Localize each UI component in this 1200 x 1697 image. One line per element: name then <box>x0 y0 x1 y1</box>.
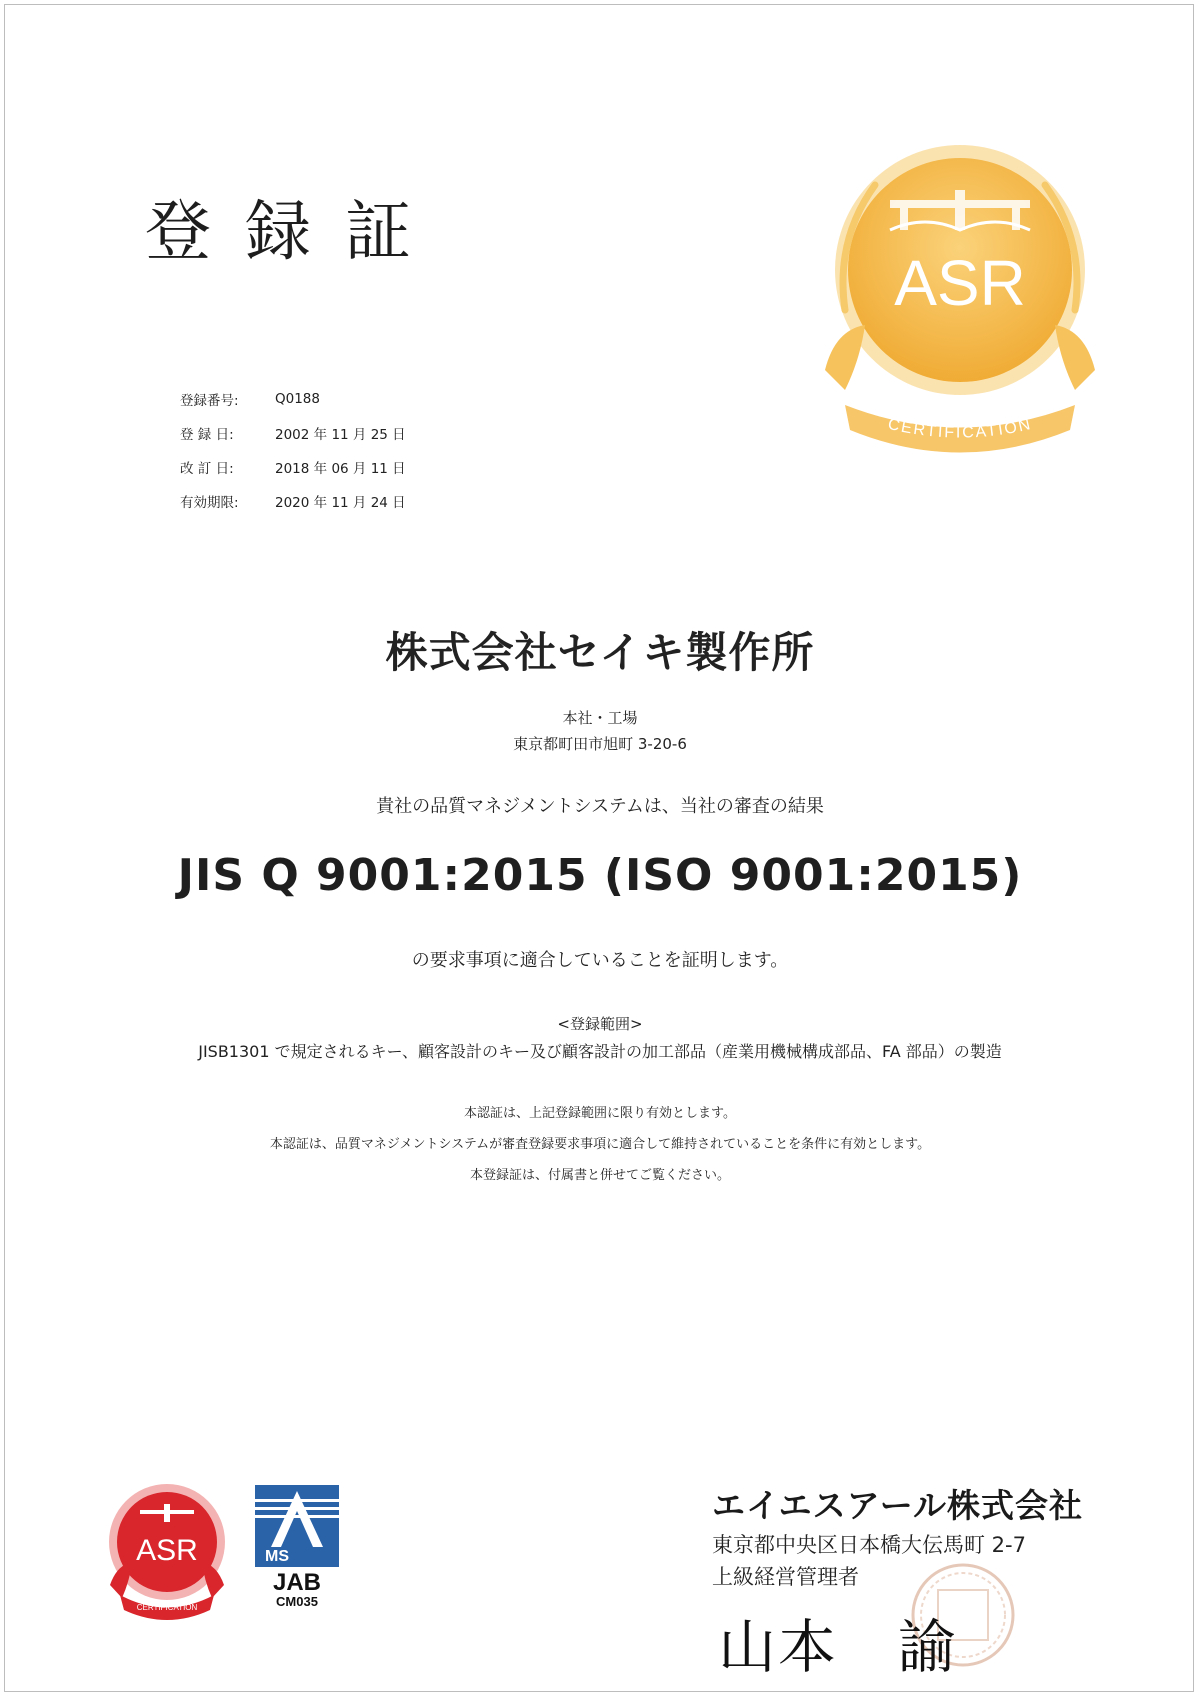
note-3: 本登録証は、付属書と併せてご覧ください。 <box>469 1168 730 1183</box>
jab-name: JAB <box>272 1569 321 1596</box>
issuer-block <box>712 1480 1083 1591</box>
certificate-title: 登録証 <box>145 193 445 270</box>
address-label: 本社・工場 <box>562 709 638 727</box>
note-2: 本認証は、品質マネジメントシステムが審査登録要求事項に適合して維持されていることを条件に有効とします。 <box>269 1137 931 1152</box>
meta-label: 登 録 日: <box>180 427 234 443</box>
issuer-name: エイエスアール株式会社 <box>712 1486 1084 1525</box>
note-1: 本認証は、上記登録範囲に限り有効とします。 <box>464 1106 736 1121</box>
meta-label: 改 訂 日: <box>180 461 234 477</box>
issuer-role: 上級経営管理者 <box>712 1565 859 1589</box>
company-name: 株式会社セイキ製作所 <box>385 628 815 677</box>
certification-statement: の要求事項に適合していることを証明します。 <box>411 950 789 971</box>
issuer-address: 東京都中央区日本橋大伝馬町 2-7 <box>712 1533 1026 1557</box>
meta-value: 2020 年 11 月 24 日 <box>275 495 406 511</box>
jab-ms-text: MS <box>265 1548 289 1565</box>
seal-text: ASR <box>894 247 1026 319</box>
jab-accreditation-logo <box>255 1485 343 1615</box>
jab-ms-mark-icon <box>255 1485 339 1567</box>
jab-code: CM035 <box>276 1594 318 1609</box>
registration-details <box>180 382 406 518</box>
meta-value: 2018 年 06 月 11 日 <box>275 461 406 477</box>
meta-value: Q0188 <box>275 391 320 407</box>
asr-small-logo-icon <box>102 1480 232 1625</box>
issuer-signature: 山本 諭 <box>718 1613 959 1681</box>
asr-certification-seal-icon <box>805 130 1115 475</box>
asr-small-ribbon-text: CERTIFICATION <box>136 1603 198 1612</box>
meta-label: 有効期限: <box>180 495 239 511</box>
scope-text: JISB1301 で規定されるキー、顧客設計のキー及び顧客設計の加工部品（産業用機械構成部品、FA 部品）の製造 <box>198 1042 1002 1061</box>
registration-date-row <box>180 416 406 450</box>
seal-ribbon-text: CERTIFICATION <box>886 415 1034 442</box>
meta-label: 登録番号: <box>180 393 239 409</box>
revision-date-row <box>180 450 406 484</box>
company-address: 東京都町田市旭町 3-20-6 <box>513 735 687 753</box>
registration-number-row <box>180 382 406 416</box>
expiry-date-row <box>180 484 406 518</box>
asr-small-text: ASR <box>136 1534 198 1567</box>
scope-heading: <登録範囲> <box>557 1015 643 1033</box>
certified-standard: JIS Q 9001:2015 (ISO 9001:2015) <box>177 850 1023 901</box>
lead-text: 貴社の品質マネジメントシステムは、当社の審査の結果 <box>376 796 824 817</box>
meta-value: 2002 年 11 月 25 日 <box>275 427 406 443</box>
